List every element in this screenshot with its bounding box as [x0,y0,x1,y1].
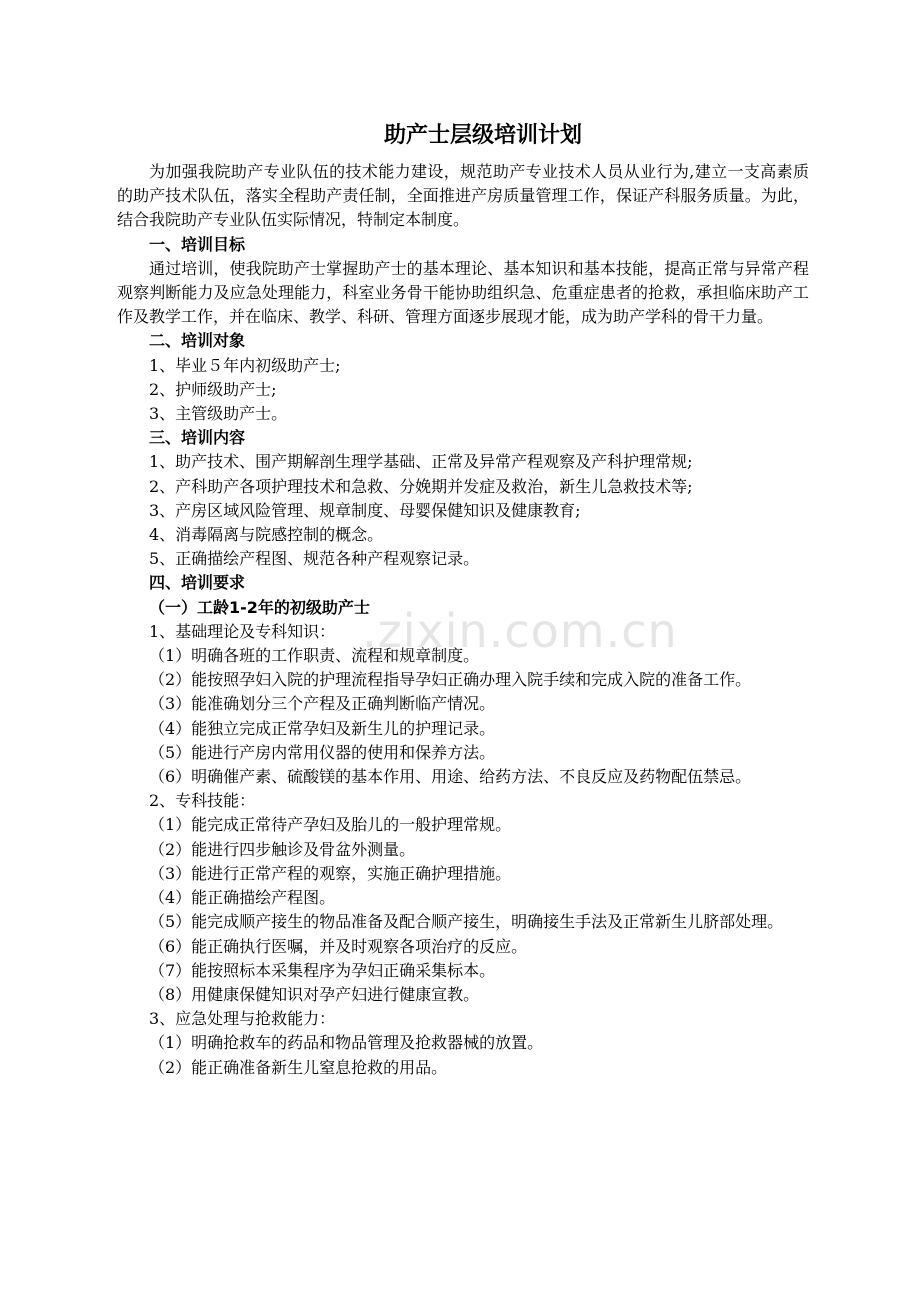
list-item: （1）能完成正常待产孕妇及胎儿的一般护理常规。 [149,815,512,835]
list-item: （4）能正确描绘产程图。 [149,888,336,908]
document-page [117,118,809,1080]
list-item: （7）能按照标本采集程序为孕妇正确采集标本。 [149,960,496,980]
document-title: 助产士层级培训计划 [383,123,582,148]
list-item: （3）能进行正常产程的观察，实施正确护理措施。 [149,863,512,883]
list-item: 3、主管级助产士。 [149,404,288,424]
subsection-heading-junior: （一）工龄1-2年的初级助产士 [149,597,370,617]
list-item: 2、产科助产各项护理技术和急救、分娩期并发症及救治，新生儿急救技术等; [149,476,693,496]
list-item: （2）能正确准备新生儿窒息抢救的用品。 [149,1057,448,1077]
part-heading-theory: 1、基础理论及专科知识： [149,621,336,641]
list-item: 5、正确描绘产程图、规范各种产程观察记录。 [149,549,480,569]
intro-paragraph: 为加强我院助产专业队伍的技术能力建设，规范助产专业技术人员从业行为,建立一支高素质的助产技术队伍，落实全程助产责任制，全面推进产房质量管理工作，保证产科服务质量。为此，结合我院助产专业队伍实际情况，特制定本制度。 [117,162,809,230]
list-item: （6）能正确执行医嘱，并及时观察各项治疗的反应。 [149,936,528,956]
list-item: （8）用健康保健知识对孕产妇进行健康宣教。 [149,984,480,1004]
list-item: （1）明确抢救车的药品和物品管理及抢救器械的放置。 [149,1033,544,1053]
list-item: 2、护师级助产士; [149,379,277,399]
list-item: 1、助产技术、围产期解剖生理学基础、正常及异常产程观察及产科护理常规; [149,452,693,472]
list-item: （3）能准确划分三个产程及正确判断临产情况。 [149,694,496,714]
list-item: （1）明确各班的工作职责、流程和规章制度。 [149,646,480,666]
list-item: 4、消毒隔离与院感控制的概念。 [149,525,384,545]
section-heading-requirements: 四、培训要求 [149,573,246,593]
section-heading-goal: 一、培训目标 [149,234,246,254]
list-item: 1、毕业５年内初级助产士; [149,355,341,375]
watermark-text: .zixin.com.cn [362,604,678,658]
list-item: 3、产房区域风险管理、规章制度、母婴保健知识及健康教育; [149,500,581,520]
list-item: （4）能独立完成正常孕妇及新生儿的护理记录。 [149,718,496,738]
section-heading-target: 二、培训对象 [149,331,246,351]
list-item: （2）能进行四步触诊及骨盆外测量。 [149,839,416,859]
part-heading-skills: 2、专科技能： [149,791,256,811]
section-heading-content: 三、培训内容 [149,428,246,448]
part-heading-emergency: 3、应急处理与抢救能力： [149,1009,336,1029]
list-item: （6）明确催产素、硫酸镁的基本作用、用途、给药方法、不良反应及药物配伍禁忌。 [149,767,752,787]
goal-paragraph: 通过培训，使我院助产士掌握助产士的基本理论、基本知识和基本技能，提高正常与异常产程观察判断能力及应急处理能力，科室业务骨干能协助组织急、危重症患者的抢救，承担临床助产工作及教学工作，并在临床、教学、科研、管理方面逐步展现才能，成为助产学科的骨干力量。 [117,258,809,327]
list-item: （5）能进行产房内常用仪器的使用和保养方法。 [149,742,496,762]
list-item: （2）能按照孕妇入院的护理流程指导孕妇正确办理入院手续和完成入院的准备工作。 [149,670,752,690]
list-item: （5）能完成顺产接生的物品准备及配合顺产接生，明确接生手法及正常新生儿脐部处理。 [149,912,784,932]
